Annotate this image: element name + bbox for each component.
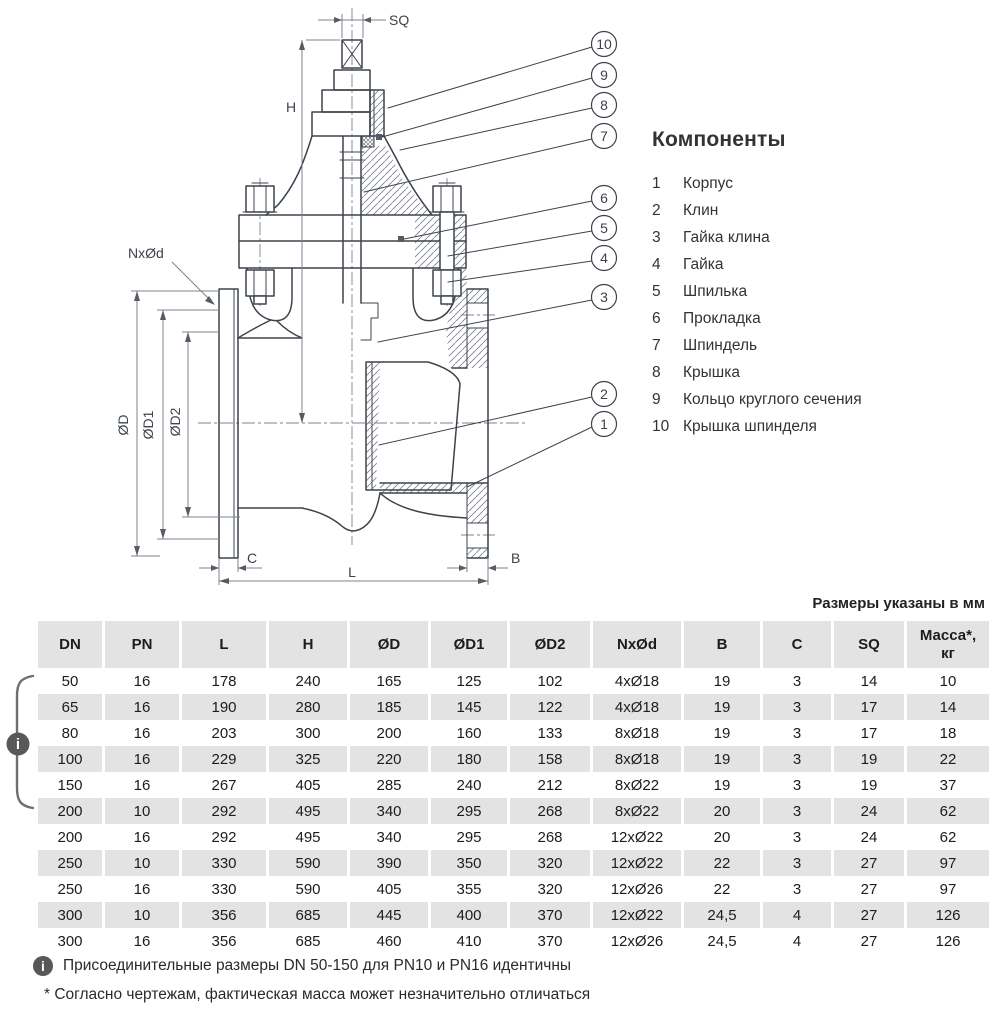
dim-label-b: B: [511, 550, 521, 566]
table-cell: 4: [763, 902, 831, 928]
table-cell: 3: [792, 828, 802, 846]
component-label: Гайка клина: [683, 228, 770, 246]
table-cell: 590: [269, 850, 347, 876]
component-item: [652, 359, 982, 386]
table-cell: 22: [907, 746, 989, 772]
table-cell: 200: [376, 724, 402, 742]
table-cell: 10: [105, 798, 179, 824]
component-item: [652, 413, 982, 440]
table-cell: 3: [792, 672, 802, 690]
table-cell: 320: [537, 880, 563, 898]
component-label: Корпус: [683, 174, 733, 192]
dn-range-bracket: [4, 672, 48, 822]
table-cell: 22: [684, 850, 760, 876]
table-cell: 325: [269, 746, 347, 772]
table-cell: 390: [350, 850, 428, 876]
table-row: [38, 824, 989, 850]
table-cell: 80: [61, 724, 79, 742]
table-column-header: ØD: [350, 621, 428, 668]
table-cell: 24: [860, 828, 878, 846]
dim-label-l: L: [348, 564, 356, 580]
component-label: Гайка: [683, 255, 724, 273]
table-cell: 24,5: [707, 932, 737, 950]
table-cell: 3: [792, 880, 802, 898]
dimensions-table: [35, 621, 992, 954]
table-cell: 16: [105, 746, 179, 772]
table-cell: 250: [57, 880, 83, 898]
table-cell: 14: [860, 672, 878, 690]
table-cell: 190: [182, 694, 266, 720]
table-column-header: Масса*, кг: [907, 621, 989, 668]
table-cell: 8xØ18: [593, 746, 681, 772]
info-icon: i: [33, 956, 53, 976]
table-cell: 180: [431, 746, 507, 772]
table-cell: 27: [834, 850, 904, 876]
table-cell: 100: [38, 746, 102, 772]
note-mass-disclaimer-text: * Согласно чертежам, фактическая масса может незначительно отличаться: [44, 986, 591, 1003]
table-cell: 178: [211, 672, 237, 690]
table-cell: 4xØ18: [614, 672, 660, 690]
table-cell: 16: [133, 932, 151, 950]
table-cell: 19: [713, 776, 731, 794]
table-cell: 8xØ22: [593, 798, 681, 824]
table-cell: 292: [182, 798, 266, 824]
table-cell: 340: [350, 798, 428, 824]
table-header-row: [38, 621, 989, 668]
note-connection-sizes-text: Присоединительные размеры DN 50-150 для PN10 и PN16 идентичны: [63, 957, 572, 974]
dim-label-h: H: [285, 99, 297, 115]
table-cell: 268: [537, 828, 563, 846]
valve-drawing: [0, 0, 645, 600]
table-cell: 356: [211, 932, 237, 950]
table-cell: 445: [350, 902, 428, 928]
table-cell: 10: [105, 902, 179, 928]
table-cell: 212: [537, 776, 563, 794]
svg-text:2: 2: [600, 386, 608, 402]
table-cell: 495: [269, 798, 347, 824]
table-cell: 12xØ26: [610, 932, 664, 950]
table-cell: 295: [431, 798, 507, 824]
table-column-header: L: [182, 621, 266, 668]
table-cell: 4xØ18: [593, 694, 681, 720]
table-cell: 16: [133, 880, 151, 898]
table-cell: 330: [211, 880, 237, 898]
table-cell: 16: [105, 694, 179, 720]
table-cell: 285: [376, 776, 402, 794]
valve-body-outline: [219, 40, 488, 558]
table-cell: 3: [792, 776, 802, 794]
svg-text:8: 8: [600, 97, 608, 113]
table-cell: 185: [350, 694, 428, 720]
table-cell: 12xØ22: [593, 850, 681, 876]
component-number: 10: [652, 417, 670, 435]
component-item: [652, 305, 982, 332]
table-column-header: ØD1: [431, 621, 507, 668]
table-cell: 62: [939, 828, 957, 846]
table-row: [38, 720, 989, 746]
table-cell: 37: [939, 776, 957, 794]
table-cell: 355: [456, 880, 482, 898]
table-cell: 400: [431, 902, 507, 928]
table-cell: 18: [939, 724, 957, 742]
table-cell: 295: [456, 828, 482, 846]
callouts: [364, 32, 617, 488]
components-list: [652, 170, 982, 440]
component-label: Шпиндель: [683, 336, 758, 354]
table-cell: 4: [792, 932, 802, 950]
dim-label-od: ØD: [115, 414, 131, 436]
component-label: Крышка шпинделя: [683, 417, 817, 435]
note-mass-disclaimer: [33, 986, 813, 1004]
table-cell: 10: [939, 672, 957, 690]
component-number: 7: [652, 336, 661, 354]
table-cell: 410: [456, 932, 482, 950]
table-cell: 27: [834, 902, 904, 928]
component-item: [652, 332, 982, 359]
component-item: [652, 386, 982, 413]
table-cell: 102: [537, 672, 563, 690]
table-cell: 20: [684, 798, 760, 824]
table-cell: 3: [763, 694, 831, 720]
table-column-header: DN: [38, 621, 102, 668]
table-cell: 356: [182, 902, 266, 928]
table-cell: 320: [510, 850, 590, 876]
table-cell: 685: [295, 932, 321, 950]
table-cell: 590: [295, 880, 321, 898]
table-cell: 97: [939, 880, 957, 898]
note-connection-sizes: [33, 956, 813, 976]
table-cell: 203: [211, 724, 237, 742]
table-cell: 122: [510, 694, 590, 720]
table-column-header: B: [684, 621, 760, 668]
table-cell: 50: [61, 672, 79, 690]
component-label: Клин: [683, 201, 719, 219]
table-row: [38, 746, 989, 772]
table-body: [38, 668, 989, 954]
table-row: [38, 928, 989, 954]
table-column-header: C: [763, 621, 831, 668]
components-title: Компоненты: [652, 128, 786, 151]
table-cell: 158: [510, 746, 590, 772]
table-cell: 19: [834, 746, 904, 772]
table-cell: 3: [792, 724, 802, 742]
table-cell: 370: [537, 932, 563, 950]
components-panel: [652, 128, 982, 440]
table-cell: 8xØ18: [614, 724, 660, 742]
svg-text:5: 5: [600, 220, 608, 236]
table-cell: 16: [133, 724, 151, 742]
table-column-header: PN: [105, 621, 179, 668]
footnotes: [33, 956, 813, 1014]
units-note: Размеры указаны в мм: [812, 595, 985, 612]
table-row: [38, 876, 989, 902]
component-number: 8: [652, 363, 661, 381]
table-cell: 3: [763, 850, 831, 876]
table-cell: 200: [38, 798, 102, 824]
table-cell: 350: [431, 850, 507, 876]
table-cell: 126: [907, 902, 989, 928]
table-cell: 8xØ22: [614, 776, 660, 794]
table-cell: 16: [133, 672, 151, 690]
table-cell: 145: [431, 694, 507, 720]
component-label: Кольцо круглого сечения: [683, 390, 862, 408]
component-item: [652, 197, 982, 224]
svg-text:9: 9: [600, 67, 608, 83]
table-row: [38, 902, 989, 928]
table-column-header: ØD2: [510, 621, 590, 668]
table-cell: 268: [510, 798, 590, 824]
table-cell: 250: [38, 850, 102, 876]
svg-text:10: 10: [596, 36, 612, 52]
dimensions-table-wrap: [35, 621, 987, 954]
component-number: 1: [652, 174, 661, 192]
table-column-header: NxØd: [593, 621, 681, 668]
table-column-header: H: [269, 621, 347, 668]
component-label: Шпилька: [683, 282, 748, 300]
table-cell: 220: [350, 746, 428, 772]
table-cell: 65: [38, 694, 102, 720]
table-cell: 460: [376, 932, 402, 950]
svg-text:7: 7: [600, 128, 608, 144]
callout-10: [592, 32, 617, 57]
table-cell: 14: [907, 694, 989, 720]
component-item: [652, 170, 982, 197]
table-cell: 16: [133, 828, 151, 846]
info-icon: [7, 733, 30, 756]
svg-text:4: 4: [600, 250, 608, 266]
table-cell: 20: [713, 828, 731, 846]
component-number: 5: [652, 282, 661, 300]
callout-4: [592, 246, 617, 271]
component-item: [652, 251, 982, 278]
table-cell: 19: [684, 746, 760, 772]
table-cell: 19: [713, 724, 731, 742]
callout-1: [592, 412, 617, 437]
table-cell: 165: [376, 672, 402, 690]
callout-8: [592, 93, 617, 118]
table-cell: 200: [57, 828, 83, 846]
table-row: [38, 772, 989, 798]
table-cell: 3: [763, 746, 831, 772]
dim-label-nxod: NxØd: [128, 245, 164, 261]
table-cell: 330: [182, 850, 266, 876]
callout-5: [592, 216, 617, 241]
callout-6: [592, 186, 617, 211]
table-cell: 229: [182, 746, 266, 772]
svg-text:3: 3: [600, 289, 608, 305]
table-cell: 240: [456, 776, 482, 794]
table-cell: 12xØ26: [610, 880, 664, 898]
dim-label-od1: ØD1: [140, 410, 156, 440]
table-cell: 24,5: [684, 902, 760, 928]
table-cell: 292: [211, 828, 237, 846]
table-row: [38, 668, 989, 694]
table-cell: 24: [834, 798, 904, 824]
component-number: 9: [652, 390, 661, 408]
table-cell: 19: [860, 776, 878, 794]
dim-label-sq: SQ: [389, 12, 410, 28]
table-cell: 27: [860, 932, 878, 950]
callout-9: [592, 63, 617, 88]
table-cell: 160: [456, 724, 482, 742]
svg-text:1: 1: [600, 416, 608, 432]
table-cell: 19: [684, 694, 760, 720]
table-cell: 300: [295, 724, 321, 742]
table-column-header: SQ: [834, 621, 904, 668]
table-row: [38, 850, 989, 876]
table-cell: 340: [376, 828, 402, 846]
table-cell: 685: [269, 902, 347, 928]
table-cell: 405: [295, 776, 321, 794]
table-cell: 280: [269, 694, 347, 720]
callout-3: [592, 285, 617, 310]
table-cell: 62: [907, 798, 989, 824]
table-cell: 125: [456, 672, 482, 690]
callout-7: [592, 124, 617, 149]
component-number: 6: [652, 309, 661, 327]
table-cell: 27: [860, 880, 878, 898]
dim-label-od2: ØD2: [167, 407, 183, 437]
svg-text:i: i: [15, 736, 21, 753]
table-cell: 133: [537, 724, 563, 742]
table-cell: 126: [935, 932, 961, 950]
dim-label-c: C: [247, 550, 258, 566]
table-cell: 12xØ22: [593, 902, 681, 928]
table-cell: 267: [211, 776, 237, 794]
table-cell: 300: [38, 902, 102, 928]
table-cell: 240: [295, 672, 321, 690]
table-cell: 495: [295, 828, 321, 846]
table-cell: 300: [57, 932, 83, 950]
table-cell: 97: [907, 850, 989, 876]
component-label: Прокладка: [683, 309, 761, 327]
callout-2: [592, 382, 617, 407]
table-row: [38, 694, 989, 720]
table-cell: 10: [105, 850, 179, 876]
table-cell: 16: [133, 776, 151, 794]
table-cell: 17: [834, 694, 904, 720]
table-cell: 17: [860, 724, 878, 742]
table-cell: 370: [510, 902, 590, 928]
table-cell: 12xØ22: [610, 828, 664, 846]
table-row: [38, 798, 989, 824]
component-number: 4: [652, 255, 661, 273]
table-cell: 22: [713, 880, 731, 898]
table-cell: 150: [57, 776, 83, 794]
component-item: [652, 224, 982, 251]
svg-text:6: 6: [600, 190, 608, 206]
table-cell: 405: [376, 880, 402, 898]
table-cell: 19: [713, 672, 731, 690]
component-item: [652, 278, 982, 305]
component-label: Крышка: [683, 363, 740, 381]
component-number: 3: [652, 228, 661, 246]
table-cell: 3: [763, 798, 831, 824]
component-number: 2: [652, 201, 661, 219]
